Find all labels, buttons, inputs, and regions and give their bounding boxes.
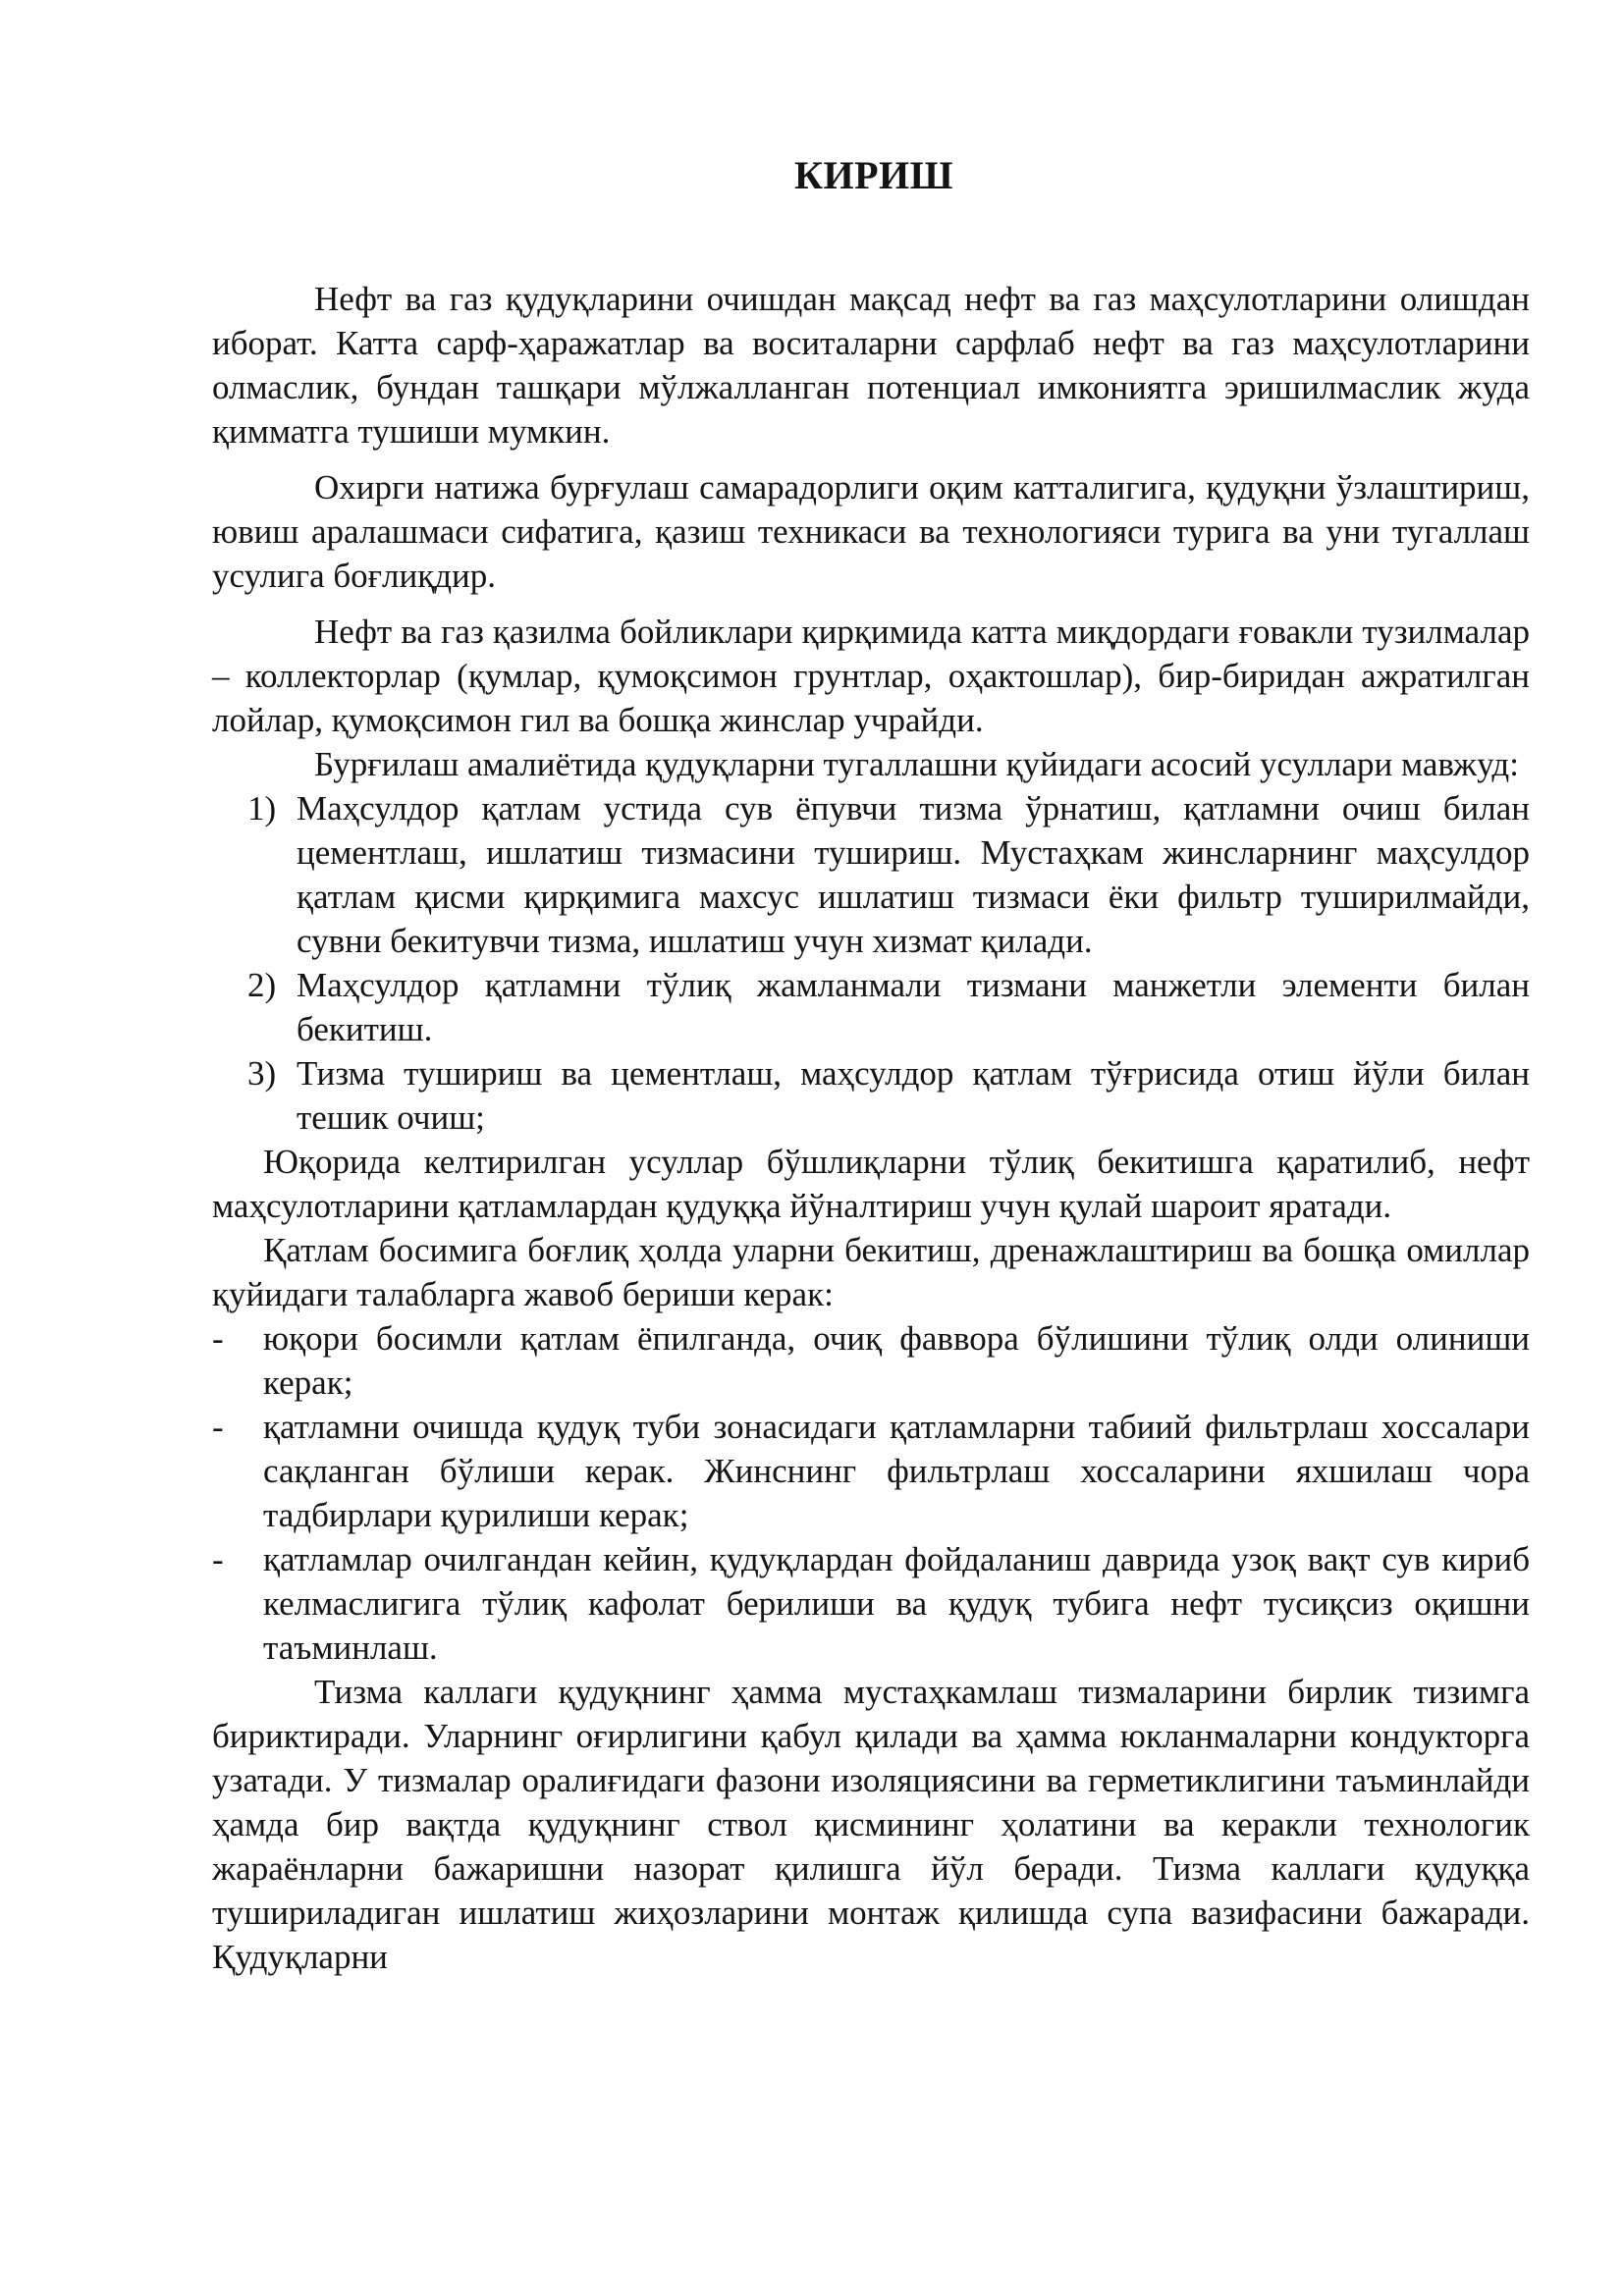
list-item [212,1316,1530,1405]
list-item-text: Тизма тушириш ва цементлаш, маҳсулдор қатлам тўғрисида отиш йўли билан тешик очиш; [297,1054,1530,1137]
numbered-list [212,786,1530,1140]
list-marker: - [212,1319,224,1358]
list-item-text: Маҳсулдор қатламни тўлиқ жамланмали тизмани манжетли элементи билан бекитиш. [297,966,1530,1048]
list-item-text: қатламни очишда қудуқ туби зонасидаги қатламларни табиий фильтрлаш хоссалари сақланган бўлиши керак. Жинснинг фильтрлаш хоссаларини яхшилаш чора тадбирлари қурилиши керак; [263,1408,1530,1534]
document-body [212,277,1530,1979]
list-item [212,963,1530,1051]
page-title: КИРИШ [793,153,954,197]
paragraph-5: Юқорида келтирилган усуллар бўшлиқларни тўлиқ бекитишга қаратилиб, нефт маҳсулотларини қатламлардан қудуққа йўналтириш учун қулай шароит яратади. [212,1143,1530,1225]
list-marker: - [212,1408,224,1446]
list-marker: 1) [247,789,277,828]
paragraph-1: Нефт ва газ қудуқларини очишдан мақсад нефт ва газ маҳсулотларини олишдан иборат. Катта сарф-ҳаражатлар ва воситаларни сарфлаб нефт ва газ маҳсулотларини олмаслик, бундан ташқари мўлжалланган потенциал имкониятга эришилмаслик жуда қимматга тушиши мумкин. [212,280,1530,451]
list-item [212,786,1530,963]
paragraph-3: Нефт ва газ қазилма бойликлари қирқимида катта миқдордаги ғовакли тузилмалар – коллекторлар (қумлар, қумоқсимон грунтлар, оҳактошлар), бир-биридан ажратилган лойлар, қумоқсимон гил ва бошқа жинслар учрайди. [212,613,1530,739]
dash-list [212,1316,1530,1670]
list-item-text: Маҳсулдор қатлам устида сув ёпувчи тизма ўрнатиш, қатламни очиш билан цементлаш, ишлатиш тизмасини тушириш. Мустаҳкам жинсларнинг маҳсулдор қатлам қисми қирқимига махсус ишлатиш тизмаси ёки фильтр туширилмайди, сувни бекитувчи тизма, ишлатиш учун хизмат қилади. [297,789,1530,960]
paragraph-4: Бурғилаш амалиётида қудуқларни тугаллашни қуйидаги асосий усуллари мавжуд: [314,745,1519,783]
list-item [212,1051,1530,1140]
paragraph-6: Қатлам босимига боғлиқ ҳолда уларни бекитиш, дренажлаштириш ва бошқа омиллар қуйидаги талабларга жавоб бериши керак: [212,1231,1530,1313]
list-marker: 2) [247,966,277,1004]
list-item [212,1537,1530,1670]
list-item-text: юқори босимли қатлам ёпилганда, очиқ фаввора бўлишини тўлиқ олди олиниши керак; [263,1319,1530,1402]
list-marker: - [212,1540,224,1578]
list-item [212,1405,1530,1537]
list-item-text: қатламлар очилгандан кейин, қудуқлардан фойдаланиш даврида узоқ вақт сув кириб келмаслигига тўлиқ кафолат берилиши ва қудуқ тубига нефт тусиқсиз оқишни таъминлаш. [263,1540,1530,1667]
paragraph-7: Тизма каллаги қудуқнинг ҳамма мустаҳкамлаш тизмаларини бирлик тизимга бириктиради. Уларнинг оғирлигини қабул қилади ва ҳамма юкланмаларни кондукторга узатади. У тизмалар оралиғидаги фазони изоляциясини ва герметиклигини таъминлайди ҳамда бир вақтда қудуқнинг ствол қисмининг ҳолатини ва керакли технологик жараёнларни бажаришни назорат қилишга йўл беради. Тизма каллаги қудуққа тушириладиган ишлатиш жиҳозларини монтаж қилишда супа вазифасини бажаради. Қудуқларни [212,1673,1530,1976]
paragraph-2: Охирги натижа бурғулаш самарадорлиги оқим катталигига, қудуқни ўзлаштириш, ювиш аралашмаси сифатига, қазиш техникаси ва технологияси турига ва уни тугаллаш усулига боғлиқдир. [212,468,1530,595]
list-marker: 3) [247,1054,277,1093]
